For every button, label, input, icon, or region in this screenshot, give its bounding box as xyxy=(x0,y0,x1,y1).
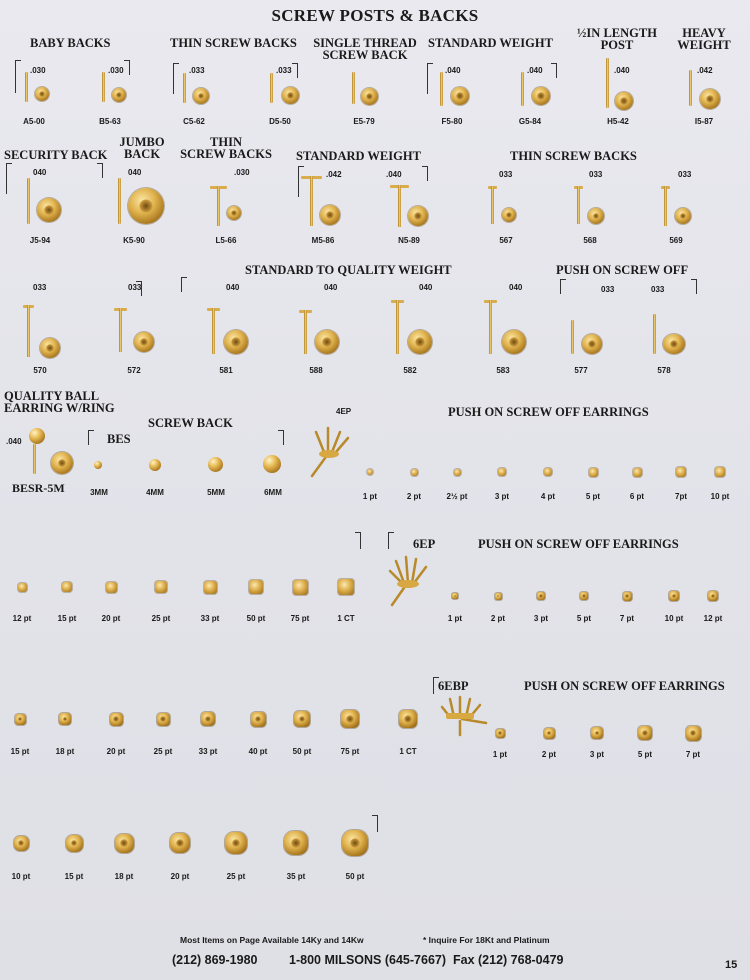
header-quality-ball-line2: EARRING W/RING xyxy=(4,401,115,415)
header-jumbo-line1: JUMBO xyxy=(119,135,165,149)
header-bes: BES xyxy=(107,432,131,446)
gauge-label: .040 xyxy=(6,437,22,446)
size-label: 3 pt xyxy=(494,492,510,501)
back-image xyxy=(37,198,61,222)
gauge-label: .042 xyxy=(326,170,342,179)
size-label: 20 pt xyxy=(106,747,126,756)
setting-image xyxy=(284,831,308,855)
setting-image xyxy=(249,580,263,594)
setting-image xyxy=(18,583,27,592)
size-label: 10 pt xyxy=(11,872,31,881)
phone-number: (212) 869-1980 xyxy=(172,953,258,967)
post-image xyxy=(33,444,36,474)
size-label: 3MM xyxy=(90,488,108,497)
setting-image xyxy=(106,582,117,593)
header-standard-weight-2: STANDARD WEIGHT xyxy=(296,149,421,163)
setting-image xyxy=(544,728,555,739)
header-thin-screw-backs: THIN SCREW BACKS xyxy=(170,36,297,50)
size-label: 10 pt xyxy=(710,492,730,501)
6-prong-setting-image xyxy=(382,555,434,611)
setting-image xyxy=(399,710,417,728)
header-screw-back: SCREW BACK xyxy=(148,416,233,430)
post-image xyxy=(183,73,186,103)
product-code: F5-80 xyxy=(441,117,463,126)
header-standard-weight: STANDARD WEIGHT xyxy=(428,36,553,50)
setting-image xyxy=(452,593,458,599)
back-image xyxy=(408,206,428,226)
post-image xyxy=(571,320,574,354)
size-label: 6 pt xyxy=(629,492,645,501)
setting-image xyxy=(495,593,502,600)
header-push-earrings-2: PUSH ON SCREW OFF EARRINGS xyxy=(478,537,679,551)
post-image xyxy=(653,314,656,354)
size-label: 50 pt xyxy=(246,614,266,623)
gauge-label: 033 xyxy=(651,285,665,294)
size-label: 12 pt xyxy=(703,614,723,623)
4-prong-setting-image xyxy=(304,422,354,482)
gauge-label: 040 xyxy=(419,283,433,292)
header-single-thread-line2: SCREW BACK xyxy=(322,48,408,62)
bracket-right xyxy=(292,63,298,78)
gauge-label: .040 xyxy=(445,66,461,75)
post-image xyxy=(25,72,28,102)
size-label: 18 pt xyxy=(114,872,134,881)
header-security-back: SECURITY BACK xyxy=(4,148,108,162)
bracket-left xyxy=(6,163,12,194)
setting-image xyxy=(157,713,170,726)
product-code: M5-86 xyxy=(311,236,335,245)
post-image xyxy=(521,72,524,106)
size-label: 1 pt xyxy=(447,614,463,623)
setting-image xyxy=(589,468,598,477)
header-4ep: 4EP xyxy=(336,407,352,416)
product-code: 568 xyxy=(583,236,597,245)
setting-image xyxy=(496,729,505,738)
post-image xyxy=(27,178,30,224)
back-image xyxy=(320,205,340,225)
setting-image xyxy=(341,710,359,728)
size-label: 15 pt xyxy=(64,872,84,881)
post-image xyxy=(102,72,105,102)
toll-free-number: 1-800 MILSONS (645-7667) xyxy=(289,953,447,967)
setting-image xyxy=(686,726,701,741)
gauge-label: .030 xyxy=(234,168,250,177)
product-code: 569 xyxy=(669,236,683,245)
product-code: 567 xyxy=(499,236,513,245)
availability-note: Most Items on Page Available 14Ky and 14Kw xyxy=(180,935,364,945)
product-code: A5-00 xyxy=(23,117,45,126)
setting-image xyxy=(62,582,72,592)
gauge-label: .030 xyxy=(108,66,124,75)
product-code: 581 xyxy=(219,366,233,375)
setting-image xyxy=(633,468,642,477)
setting-image xyxy=(155,581,167,593)
fax-number: Fax (212) 768-0479 xyxy=(453,953,564,967)
header-heavy-line2: WEIGHT xyxy=(677,38,731,52)
product-code: E5-79 xyxy=(353,117,375,126)
setting-image xyxy=(294,711,310,727)
page-number: 15 xyxy=(725,959,738,971)
product-code: K5-90 xyxy=(123,236,145,245)
bracket-right xyxy=(422,166,428,181)
size-label: 50 pt xyxy=(345,872,365,881)
setting-image xyxy=(170,833,190,853)
gauge-label: .033 xyxy=(189,66,205,75)
gauge-label: .040 xyxy=(386,170,402,179)
setting-image xyxy=(638,726,652,740)
gauge-label: 033 xyxy=(601,285,615,294)
header-heavy-line1: HEAVY xyxy=(682,26,726,40)
6-prong-basket-setting-image xyxy=(436,693,490,739)
size-label: 1 pt xyxy=(492,750,508,759)
gauge-label: 033 xyxy=(33,283,47,292)
product-code: 588 xyxy=(309,366,323,375)
setting-image xyxy=(715,467,725,477)
size-label: 75 pt xyxy=(290,614,310,623)
bracket-right xyxy=(691,279,697,294)
back-image xyxy=(663,334,685,354)
inquire-note: * Inquire For 18Kt and Platinum xyxy=(423,935,550,945)
header-standard-to-quality: STANDARD TO QUALITY WEIGHT xyxy=(245,263,452,277)
back-image xyxy=(615,92,633,110)
size-label: 5 pt xyxy=(576,614,592,623)
header-half-length-line1: ½IN LENGTH xyxy=(577,26,657,40)
setting-image xyxy=(669,591,679,601)
size-label: 4MM xyxy=(146,488,164,497)
setting-image xyxy=(66,835,83,852)
ball-image xyxy=(263,455,281,473)
size-label: 3 pt xyxy=(533,614,549,623)
post-image xyxy=(270,73,273,103)
setting-image xyxy=(225,832,247,854)
size-label: 1 CT xyxy=(337,614,355,623)
header-thin-line1: THIN xyxy=(210,135,242,149)
size-label: 18 pt xyxy=(55,747,75,756)
product-code: 577 xyxy=(574,366,588,375)
header-quality-ball-line1: QUALITY BALL xyxy=(4,389,100,403)
size-label: 20 pt xyxy=(101,614,121,623)
header-jumbo-line2: BACK xyxy=(123,147,161,161)
header-push-on-screw-off: PUSH ON SCREW OFF xyxy=(556,263,689,277)
ball-image xyxy=(149,459,161,471)
gauge-label: .030 xyxy=(30,66,46,75)
bracket-left xyxy=(181,277,187,292)
gauge-label: 033 xyxy=(678,170,692,179)
size-label: 15 pt xyxy=(57,614,77,623)
header-thin-screw-backs-3: THIN SCREW BACKS xyxy=(510,149,637,163)
size-label: 25 pt xyxy=(226,872,246,881)
size-label: 15 pt xyxy=(10,747,30,756)
size-label: 1 CT xyxy=(399,747,417,756)
gauge-label: .042 xyxy=(697,66,713,75)
product-code: BESR-5M xyxy=(12,481,65,495)
setting-image xyxy=(338,579,354,595)
post-image xyxy=(352,72,355,104)
bracket-left xyxy=(560,279,566,294)
setting-image xyxy=(537,592,545,600)
size-label: 7pt xyxy=(675,492,687,501)
back-image xyxy=(112,88,126,102)
header-push-earrings-3: PUSH ON SCREW OFF EARRINGS xyxy=(524,679,725,693)
back-image xyxy=(134,332,154,352)
back-image xyxy=(227,206,241,220)
header-baby-backs: BABY BACKS xyxy=(30,36,111,50)
size-label: 2½ pt xyxy=(446,492,468,501)
back-image xyxy=(502,330,526,354)
setting-image xyxy=(623,592,632,601)
header-single-thread xyxy=(310,37,420,61)
size-label: 25 pt xyxy=(151,614,171,623)
back-image xyxy=(408,330,432,354)
back-image xyxy=(224,330,248,354)
product-code: 582 xyxy=(403,366,417,375)
setting-image xyxy=(676,467,686,477)
gauge-label: 033 xyxy=(499,170,513,179)
product-code: G5-84 xyxy=(518,117,542,126)
bracket-left xyxy=(15,60,21,93)
back-image xyxy=(128,188,164,224)
setting-image xyxy=(110,713,123,726)
bracket-right xyxy=(278,430,284,445)
header-heavy-weight xyxy=(674,27,734,51)
header-quality-ball xyxy=(4,390,115,414)
setting-image xyxy=(591,727,603,739)
size-label: 2 pt xyxy=(541,750,557,759)
product-code: I5-87 xyxy=(694,117,714,126)
back-image xyxy=(35,87,49,101)
product-code: 570 xyxy=(33,366,47,375)
size-label: 10 pt xyxy=(664,614,684,623)
bracket-right xyxy=(551,63,557,78)
product-code: B5-63 xyxy=(99,117,121,126)
gauge-label: 040 xyxy=(324,283,338,292)
setting-image xyxy=(580,592,588,600)
back-image xyxy=(582,334,602,354)
size-label: 7 pt xyxy=(685,750,701,759)
product-code: 572 xyxy=(127,366,141,375)
gauge-label: 040 xyxy=(226,283,240,292)
back-image xyxy=(315,330,339,354)
back-image xyxy=(502,208,516,222)
bracket-right xyxy=(124,60,130,75)
header-half-length xyxy=(572,27,662,51)
header-6ebp: 6EBP xyxy=(438,679,469,693)
header-thin-line2: SCREW BACKS xyxy=(180,147,272,161)
back-image xyxy=(588,208,604,224)
bracket-left xyxy=(298,166,304,197)
bracket-right xyxy=(355,532,361,549)
gauge-label: .040 xyxy=(527,66,543,75)
size-label: 5 pt xyxy=(585,492,601,501)
product-code: H5-42 xyxy=(607,117,629,126)
product-code: C5-62 xyxy=(183,117,205,126)
setting-image xyxy=(15,714,26,725)
size-label: 20 pt xyxy=(170,872,190,881)
post-image xyxy=(689,70,692,106)
post-image xyxy=(606,58,609,108)
product-code: L5-66 xyxy=(215,236,237,245)
product-code: N5-89 xyxy=(398,236,420,245)
back-image xyxy=(51,452,73,474)
header-single-thread-line1: SINGLE THREAD xyxy=(313,36,417,50)
size-label: 35 pt xyxy=(286,872,306,881)
setting-image xyxy=(544,468,552,476)
size-label: 25 pt xyxy=(153,747,173,756)
gauge-label: 033 xyxy=(128,283,142,292)
size-label: 40 pt xyxy=(248,747,268,756)
gauge-label: 040 xyxy=(509,283,523,292)
size-label: 2 pt xyxy=(406,492,422,501)
setting-image xyxy=(708,591,718,601)
size-label: 75 pt xyxy=(340,747,360,756)
back-image xyxy=(700,89,720,109)
setting-image xyxy=(201,712,215,726)
setting-image xyxy=(498,468,506,476)
back-image xyxy=(532,87,550,105)
ball-image xyxy=(94,461,102,469)
back-image xyxy=(40,338,60,358)
page-title: SCREW POSTS & BACKS xyxy=(271,6,479,25)
header-thin-screw-backs-2 xyxy=(176,136,276,160)
bracket-left xyxy=(173,63,179,94)
size-label: 6MM xyxy=(264,488,282,497)
bracket-left xyxy=(88,430,94,445)
size-label: 5 pt xyxy=(637,750,653,759)
setting-image xyxy=(14,836,29,851)
product-code: 578 xyxy=(657,366,671,375)
size-label: 12 pt xyxy=(12,614,32,623)
header-half-length-line2: POST xyxy=(600,38,634,52)
setting-image xyxy=(251,712,266,727)
ball-earring-image xyxy=(29,428,45,444)
size-label: 4 pt xyxy=(540,492,556,501)
bracket-left xyxy=(427,63,433,94)
setting-image xyxy=(115,834,134,853)
back-image xyxy=(675,208,691,224)
size-label: 50 pt xyxy=(292,747,312,756)
setting-image xyxy=(342,830,368,856)
product-code: D5-50 xyxy=(269,117,291,126)
bracket-left xyxy=(388,532,394,549)
bracket-right xyxy=(372,815,378,832)
header-jumbo-back xyxy=(112,136,172,160)
size-label: 33 pt xyxy=(200,614,220,623)
product-code: 583 xyxy=(496,366,510,375)
header-6ep: 6EP xyxy=(413,537,436,551)
size-label: 7 pt xyxy=(619,614,635,623)
setting-image xyxy=(293,580,308,595)
gauge-label: 040 xyxy=(128,168,142,177)
product-code: J5-94 xyxy=(29,236,51,245)
gauge-label: 040 xyxy=(33,168,47,177)
size-label: 5MM xyxy=(207,488,225,497)
size-label: 2 pt xyxy=(490,614,506,623)
setting-image xyxy=(367,469,373,475)
back-image xyxy=(282,87,299,104)
size-label: 3 pt xyxy=(589,750,605,759)
setting-image xyxy=(59,713,71,725)
post-image xyxy=(118,178,121,224)
post-image xyxy=(440,72,443,106)
setting-image xyxy=(204,581,217,594)
size-label: 1 pt xyxy=(362,492,378,501)
back-image xyxy=(193,88,209,104)
bracket-right xyxy=(97,163,103,178)
gauge-label: .040 xyxy=(614,66,630,75)
gauge-label: 033 xyxy=(589,170,603,179)
setting-image xyxy=(454,469,461,476)
header-push-earrings-1: PUSH ON SCREW OFF EARRINGS xyxy=(448,405,649,419)
setting-image xyxy=(411,469,418,476)
back-image xyxy=(361,88,378,105)
ball-image xyxy=(208,457,223,472)
back-image xyxy=(451,87,469,105)
gauge-label: .033 xyxy=(276,66,292,75)
size-label: 33 pt xyxy=(198,747,218,756)
